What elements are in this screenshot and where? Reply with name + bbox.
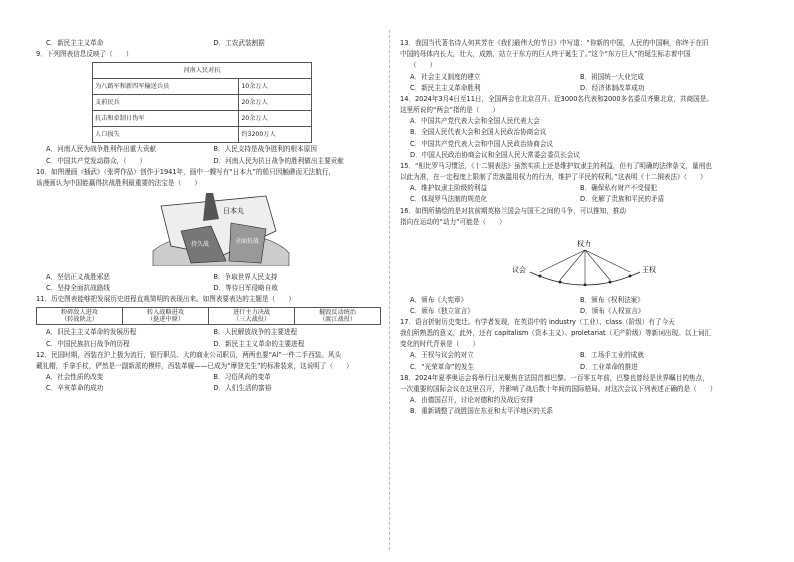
q14-option-b[interactable]: B．全国人民代表大会和全国人民政治协商会议 xyxy=(410,128,547,137)
q11-stem: 11．历史图表能够把发展历史进程直观简明的表现出来。如图表要表达的主题是（ ） xyxy=(36,294,295,303)
q9-option-c[interactable]: C．中国共产党发动群众，（ ） xyxy=(46,156,147,165)
q9-table-title: 河南人民对抗 xyxy=(93,63,312,79)
q11-option-a[interactable]: A．旧民主主义革命的发展历程 xyxy=(46,328,137,337)
q11-cell-top: 进行主力决战 xyxy=(232,309,271,317)
q16-options-row2 xyxy=(400,308,750,316)
q10-option-c[interactable]: C．坚持全面抗战路线 xyxy=(46,283,110,292)
diagram-spoke xyxy=(585,250,610,280)
q9-cell: 人口损失 xyxy=(93,127,239,143)
q13-option-a[interactable]: A．社会主义制度的建立 xyxy=(410,72,481,81)
q15-option-b[interactable]: B．确保私有财产不受侵犯 xyxy=(580,184,658,193)
q8-option-d[interactable]: D．工农武装割据 xyxy=(213,39,265,47)
q17-option-d[interactable]: D．工业革命的推进 xyxy=(580,362,638,371)
q9-cell: 20余万人 xyxy=(239,111,312,127)
q15-options-row1 xyxy=(400,185,750,193)
q10-options-row2 xyxy=(36,285,381,293)
q16-option-d[interactable]: D．颁布《人权宣言》 xyxy=(580,306,645,315)
q9-cell: 支前民兵 xyxy=(93,95,239,111)
diagram-spoke xyxy=(585,250,630,272)
q17-options-row1 xyxy=(400,352,750,360)
column-divider xyxy=(389,30,390,550)
q9-table xyxy=(92,62,312,143)
q13-option-c[interactable]: C．新民主主义革命胜利 xyxy=(410,83,481,92)
q15-options-row2 xyxy=(400,196,750,204)
q17-option-b[interactable]: B．工场手工业的成就 xyxy=(580,351,644,360)
q16-option-c[interactable]: C．颁布《独立宣言》 xyxy=(410,306,474,315)
q17-option-a[interactable]: A．王权与议会的对立 xyxy=(410,351,474,360)
q11-cell xyxy=(295,308,381,325)
q17-stem-2: 我们所熟悉的意义，此外，还有 capitalism（资本主义）、proletariat（无产阶级）等新词出现。以上词汇 xyxy=(400,329,712,338)
q9-cell: 20余万人 xyxy=(239,95,312,111)
q10-stem-1: 10．如图漫画《插武》（张谔作品）创作于1941年，画中一艘写有“日本九”的船只因触礁而无法航行， xyxy=(36,167,336,176)
q16-stem-2: 指向在运动的“动力”可能是（ ） xyxy=(400,217,506,226)
q11-cell-bottom: （渡江战役） xyxy=(318,316,357,324)
q16-diagram xyxy=(500,236,670,286)
q10-options-row1 xyxy=(36,274,381,282)
q9-cell: 抗击和牵制日伪军 xyxy=(93,111,239,127)
q12-option-a[interactable]: A．社会性质的改变 xyxy=(46,373,104,382)
q12-stem-1: 12．民国时期，西装在沪上极为流行，银行职员、大的商业公司职员，两两也要“Al”一件二手西装。风头 xyxy=(36,350,342,359)
q14-option-c[interactable]: C．中国共产党代表大会和中国人民政治协商会议 xyxy=(410,139,554,148)
q14-option-a[interactable]: A．中国共产党代表大会和全国人民代表大会 xyxy=(410,117,540,126)
q12-options-row1 xyxy=(36,374,381,382)
q15-stem-1: 15．“相比罗马习惯法，《十二铜表法》虽然实质上还是维护奴隶主的利益，但有了明确的法律条文，量刑也 xyxy=(400,161,712,170)
q9-stem: 9．下列图表信息反映了（ ） xyxy=(36,50,133,59)
q11-option-b[interactable]: B．人民解放战争的主要进程 xyxy=(213,328,298,337)
q9-option-a[interactable]: A．河南人民为战争胜利作出重大贡献 xyxy=(46,145,157,154)
q12-stem-2: 戴礼帽，手拿手杖，俨然是一副新派的模样，西装革履——已成为“摩登先生”的标准装束，这说明了（ ） xyxy=(36,361,353,370)
diagram-spoke xyxy=(560,250,585,280)
q10-option-b[interactable]: B．争取世界人民支持 xyxy=(213,272,278,281)
q16-stem-1: 16．如图所描绘的是对抗前期英格兰国会与国王之间的斗争，可以推知，推动 xyxy=(400,206,626,215)
q11-options-row2 xyxy=(36,341,381,349)
q16-option-a[interactable]: A．颁布《大宪章》 xyxy=(410,295,468,304)
q14-stem-1: 14．2024年3月4日至11日，全国两会在北京召开。近3000名代表和2000多名委员齐聚北京，共商国是。 xyxy=(400,94,713,103)
q13-options-row1 xyxy=(400,74,750,82)
q18-stem-1: 18．2024年夏季奥运会将举行目光聚焦在法国首都巴黎。一百零五年前，巴黎也曾经是世界瞩目的焦点， xyxy=(400,373,709,382)
q18-stem-2: 一次重要的国际会议在这里召开，并影响了战后数十年间的国际格局。对这次会议下列表述正确的是（ ） xyxy=(400,384,717,393)
rock-label-2: 全面抗战 xyxy=(235,238,260,246)
q15-option-a[interactable]: A．维护奴隶主阶级的利益 xyxy=(410,184,488,193)
rock-label-1: 持久战 xyxy=(191,241,210,249)
q11-cell xyxy=(37,308,123,325)
q17-stem-3: 变化的时代背景是（ ） xyxy=(400,340,480,349)
diagram-dot xyxy=(584,283,587,286)
q13-stem-2: 中国的母体内长大，壮大，成熟，站立于东方的巨人终于诞生了。”这个“东方巨人”的诞生标志着中国 xyxy=(400,50,691,59)
q13-option-b[interactable]: B．祖国统一大业完成 xyxy=(580,72,644,81)
q18-option-b[interactable]: B．重新调整了战胜国在东亚和太平洋地区的关系 xyxy=(410,407,553,416)
q14-stem-2: 这里所说的“两会”指的是（ ） xyxy=(400,106,500,115)
q11-cell-bottom: （挺进中原） xyxy=(146,316,185,324)
q13-stem-3: （ ） xyxy=(410,61,437,70)
q11-cell xyxy=(209,308,295,325)
q11-table xyxy=(36,307,381,325)
left-column xyxy=(36,40,381,396)
diagram-dot xyxy=(559,280,562,283)
q14-option-d[interactable]: D．中国人民政治协商会议和全国人民大常委会委员长会议 xyxy=(410,150,580,159)
q12-option-d[interactable]: D．人们生活的富裕 xyxy=(213,384,272,393)
right-column xyxy=(400,40,750,419)
q10-option-d[interactable]: D．等待日军侵略自败 xyxy=(213,283,278,292)
diagram-label-right: 王权 xyxy=(642,265,656,274)
ship-label: 日本丸 xyxy=(223,207,244,216)
q11-cell xyxy=(123,308,209,325)
q11-option-c[interactable]: C．中国民族抗日战争的历程 xyxy=(46,339,130,348)
q11-cell-top: 转入战略进攻 xyxy=(146,309,185,317)
q17-options-row2 xyxy=(400,364,750,372)
diagram-dot xyxy=(609,280,612,283)
diagram-spoke xyxy=(540,250,585,272)
diagram-dot xyxy=(629,274,632,277)
q16-option-b[interactable]: B．颁布《权利法案》 xyxy=(580,295,644,304)
q9-cell: 10余万人 xyxy=(239,79,312,95)
q15-option-c[interactable]: C．体现罗马法制的规范化 xyxy=(410,195,488,204)
q13-stem-1: 13．我国当代著名诗人何其芳在《我们最伟大的节日》中写道：“你新的中国，人民的中国啊，你终于在旧 xyxy=(400,39,709,47)
q8-option-c[interactable]: C．新民主主义革命 xyxy=(46,39,104,47)
q11-option-d[interactable]: D．新民主主义革命的主要进程 xyxy=(213,339,305,348)
q11-cell-top: 粉碎敌人进攻 xyxy=(60,309,99,317)
q15-option-d[interactable]: D．化解了贵族和平民的矛盾 xyxy=(580,195,665,204)
q9-option-d[interactable]: D．河南人民为抗日战争的胜利做出主要贡献 xyxy=(213,156,344,165)
q17-option-c[interactable]: C．“光荣革命”的发生 xyxy=(410,362,475,371)
q10-stem-2: 该漫画认为中国能赢得抗战胜利最重要的法宝是（ ） xyxy=(36,178,201,187)
diagram-label-left: 议会 xyxy=(512,265,526,274)
diagram-label-center: 权力 xyxy=(577,239,591,248)
q15-stem-2: 以此为准，在一定程度上限制了贵族滥用权力的行为，维护了平民的权利。”这表明《十二铜表法》（ ） xyxy=(400,173,707,182)
q9-options-row2 xyxy=(36,158,381,166)
q9-cell: 为八路军和新四军输送兵员 xyxy=(93,79,239,95)
q9-option-b[interactable]: B．人民支持是战争胜利的根本原因 xyxy=(213,145,317,154)
q12-options-row2 xyxy=(36,385,381,393)
q13-option-d[interactable]: D．经济体制改革成功 xyxy=(580,83,645,92)
q10-option-a[interactable]: A．坚信正义战胜邪恶 xyxy=(46,272,110,281)
q9-cell: 约3200万人 xyxy=(239,127,312,143)
q12-option-c[interactable]: C．辛亥革命的成功 xyxy=(46,384,104,393)
q18-option-a[interactable]: A．由德国召开，讨论对德和约及战后安排 xyxy=(410,396,534,405)
q11-options-row1 xyxy=(36,329,381,337)
q17-stem-1: 17．语言折射历史变迁。有学者发现，在英语中的 industry（工业）、class（阶级）有了今天 xyxy=(400,317,675,326)
diagram-dot xyxy=(539,274,542,277)
q10-cartoon xyxy=(151,191,291,266)
q13-options-row2 xyxy=(400,85,750,93)
q11-cell-bottom: （三大战役） xyxy=(232,316,271,324)
q16-options-row1 xyxy=(400,297,750,305)
q8-options xyxy=(36,40,381,48)
q9-options-row1 xyxy=(36,146,381,154)
q12-option-b[interactable]: B．习俗风尚的变革 xyxy=(213,373,271,382)
q11-cell-bottom: （转战陕北） xyxy=(60,316,99,324)
q11-cell-top: 摧毁反动统治 xyxy=(318,309,357,317)
